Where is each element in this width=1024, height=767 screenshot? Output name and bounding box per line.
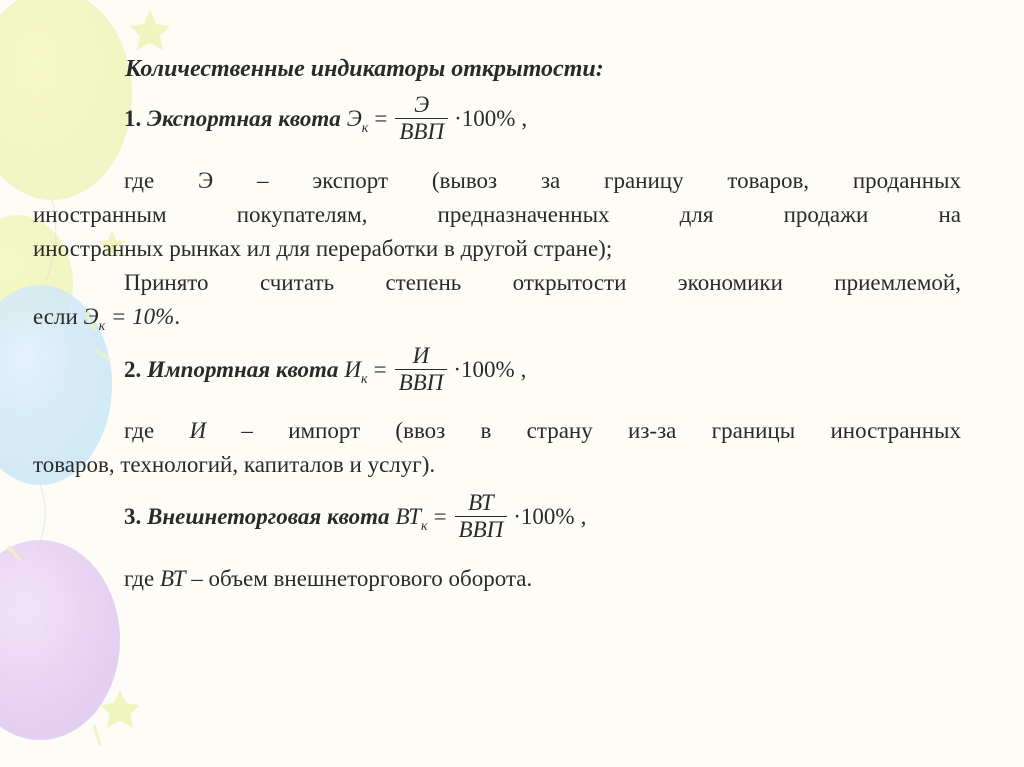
comma: , [521,105,528,131]
multiplier: ·100% [513,503,575,529]
import-definition-line-1: где И – импорт (ввоз в страну из-за границы иностранных [124,418,961,443]
slide-heading: Количественные индикаторы открытости: [125,56,604,82]
comma: , [520,356,527,382]
formula-label: 2. Импортная квота [124,356,339,382]
denominator: ВВП [395,118,448,145]
comma: , [580,503,587,529]
import-definition-line-2: товаров, технологий, капиталов и услуг). [33,452,436,477]
multiplier: ·100% [454,105,516,131]
import-quota-symbol: $И_к$ [344,356,368,387]
equals-sign: = [374,105,388,131]
trade-definition: где ВТ – объем внешнеторгового оборота. [124,566,533,591]
equals-sign: = [433,503,447,529]
openness-note-line-2: если $Э_к = 10\%$. [33,304,181,334]
multiplier: ·100% [453,356,515,382]
fraction [395,343,448,396]
formula-label: 3. Внешнеторговая квота [124,503,390,529]
openness-note-line-1: Принято считать степень открытости экономики приемлемой, [124,270,961,295]
numerator: И [412,343,430,368]
export-definition-line-1: где Э – экспорт (вывоз за границу товаров, проданных [124,168,961,193]
trade-quota-symbol: $ВТ_к$ [395,503,428,534]
export-definition-line-2: иностранным покупателям, предназначенных для продажи на [33,202,961,227]
export-quota-formula [124,92,533,145]
numerator: ВТ [468,490,494,515]
fraction [455,490,508,543]
formula-label: 1. Экспортная квота [124,105,341,131]
trade-quota-formula [124,490,592,543]
import-quota-formula [124,343,532,396]
numerator: Э [414,92,430,117]
fraction [395,92,448,145]
equals-sign: = [373,356,387,382]
denominator: ВВП [395,369,448,396]
export-definition-line-3: иностранных рынках ил для переработки в другой стране); [33,236,613,261]
denominator: ВВП [455,516,508,543]
export-quota-symbol: $Э_к$ [346,105,369,136]
